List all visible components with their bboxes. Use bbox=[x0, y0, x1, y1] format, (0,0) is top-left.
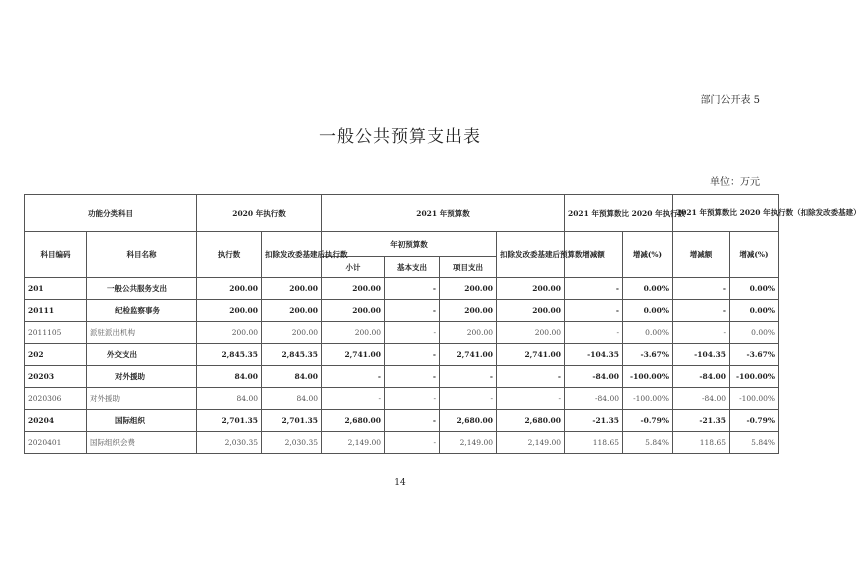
header-change-amount-2: 增减额 bbox=[673, 232, 730, 278]
cell-change-pct-2: 5.84% bbox=[730, 432, 779, 454]
cell-change-amount-2: - bbox=[673, 300, 730, 322]
header-exec-excl: 扣除发改委基建后执行数 bbox=[262, 232, 322, 278]
cell-exec-excl: 2,845.35 bbox=[262, 344, 322, 366]
cell-exec-excl: 200.00 bbox=[262, 300, 322, 322]
cell-code: 2020401 bbox=[25, 432, 87, 454]
cell-name: 对外援助 bbox=[87, 388, 197, 410]
cell-project: 2,680.00 bbox=[440, 410, 497, 432]
header-project: 项目支出 bbox=[440, 257, 497, 278]
cell-subtotal: 2,149.00 bbox=[322, 432, 385, 454]
header-compare: 2021 年预算数比 2020 年执行数 bbox=[565, 195, 673, 232]
header-change-amount-1: 增减额 bbox=[565, 232, 623, 278]
cell-basic: - bbox=[385, 300, 440, 322]
header-func-class: 功能分类科目 bbox=[25, 195, 197, 232]
cell-name: 派驻派出机构 bbox=[87, 322, 197, 344]
cell-project: 2,741.00 bbox=[440, 344, 497, 366]
cell-project: - bbox=[440, 388, 497, 410]
cell-change-amount-1: 118.65 bbox=[565, 432, 623, 454]
header-exec: 执行数 bbox=[197, 232, 262, 278]
cell-basic: - bbox=[385, 278, 440, 300]
cell-exec-excl: 2,030.35 bbox=[262, 432, 322, 454]
cell-change-amount-2: -84.00 bbox=[673, 388, 730, 410]
cell-code: 201 bbox=[25, 278, 87, 300]
cell-change-pct-2: -3.67% bbox=[730, 344, 779, 366]
header-exec-2020: 2020 年执行数 bbox=[197, 195, 322, 232]
cell-exec: 84.00 bbox=[197, 388, 262, 410]
cell-project: 200.00 bbox=[440, 278, 497, 300]
cell-change-pct-2: -100.00% bbox=[730, 366, 779, 388]
cell-exec: 2,845.35 bbox=[197, 344, 262, 366]
cell-basic: - bbox=[385, 344, 440, 366]
table-row bbox=[25, 366, 779, 388]
table-row bbox=[25, 300, 779, 322]
cell-change-amount-2: - bbox=[673, 278, 730, 300]
cell-change-amount-2: -84.00 bbox=[673, 366, 730, 388]
cell-change-amount-1: -84.00 bbox=[565, 388, 623, 410]
table-row bbox=[25, 278, 779, 300]
cell-change-pct-1: -0.79% bbox=[623, 410, 673, 432]
cell-subtotal: 2,741.00 bbox=[322, 344, 385, 366]
cell-change-pct-2: 0.00% bbox=[730, 300, 779, 322]
cell-code: 2020306 bbox=[25, 388, 87, 410]
cell-exec: 200.00 bbox=[197, 322, 262, 344]
page-label: 部门公开表 5 bbox=[700, 95, 760, 106]
cell-exec-excl: 2,701.35 bbox=[262, 410, 322, 432]
cell-change-amount-1: -104.35 bbox=[565, 344, 623, 366]
cell-exec-excl: 84.00 bbox=[262, 366, 322, 388]
cell-name: 国际组织 bbox=[87, 410, 197, 432]
cell-change-amount-2: -21.35 bbox=[673, 410, 730, 432]
cell-budget-excl: 200.00 bbox=[497, 322, 565, 344]
cell-exec: 2,030.35 bbox=[197, 432, 262, 454]
budget-table bbox=[24, 194, 861, 454]
cell-project: 200.00 bbox=[440, 322, 497, 344]
unit-label: 单位：万元 bbox=[710, 177, 760, 188]
table-row bbox=[25, 344, 779, 366]
cell-change-amount-2: -104.35 bbox=[673, 344, 730, 366]
cell-name: 国际组织会费 bbox=[87, 432, 197, 454]
header-subtotal: 小计 bbox=[322, 257, 385, 278]
table-row bbox=[25, 322, 779, 344]
cell-code: 2011105 bbox=[25, 322, 87, 344]
cell-code: 20111 bbox=[25, 300, 87, 322]
page-title: 一般公共预算支出表 bbox=[319, 127, 481, 147]
cell-basic: - bbox=[385, 432, 440, 454]
cell-change-amount-1: - bbox=[565, 322, 623, 344]
header-code: 科目编码 bbox=[25, 232, 87, 278]
cell-budget-excl: 2,741.00 bbox=[497, 344, 565, 366]
cell-exec-excl: 200.00 bbox=[262, 322, 322, 344]
cell-change-pct-2: 0.00% bbox=[730, 278, 779, 300]
cell-project: - bbox=[440, 366, 497, 388]
cell-change-pct-1: -100.00% bbox=[623, 366, 673, 388]
cell-change-pct-1: 0.00% bbox=[623, 300, 673, 322]
cell-name: 对外援助 bbox=[87, 366, 197, 388]
cell-basic: - bbox=[385, 388, 440, 410]
cell-exec-excl: 200.00 bbox=[262, 278, 322, 300]
cell-subtotal: 2,680.00 bbox=[322, 410, 385, 432]
cell-code: 20203 bbox=[25, 366, 87, 388]
cell-change-pct-1: 0.00% bbox=[623, 278, 673, 300]
header-row-1 bbox=[25, 195, 779, 232]
header-budget-2021: 2021 年预算数 bbox=[322, 195, 565, 232]
table-row bbox=[25, 432, 779, 454]
cell-budget-excl: 200.00 bbox=[497, 278, 565, 300]
cell-name: 纪检监察事务 bbox=[87, 300, 197, 322]
table-row bbox=[25, 410, 779, 432]
cell-change-pct-2: -100.00% bbox=[730, 388, 779, 410]
cell-basic: - bbox=[385, 322, 440, 344]
cell-change-amount-2: - bbox=[673, 322, 730, 344]
cell-change-pct-2: -0.79% bbox=[730, 410, 779, 432]
cell-change-pct-1: -100.00% bbox=[623, 388, 673, 410]
cell-project: 200.00 bbox=[440, 300, 497, 322]
cell-budget-excl: 2,149.00 bbox=[497, 432, 565, 454]
cell-change-pct-1: -3.67% bbox=[623, 344, 673, 366]
cell-subtotal: - bbox=[322, 366, 385, 388]
header-change-pct-1: 增减(%) bbox=[623, 232, 673, 278]
cell-code: 202 bbox=[25, 344, 87, 366]
header-name: 科目名称 bbox=[87, 232, 197, 278]
cell-project: 2,149.00 bbox=[440, 432, 497, 454]
cell-change-amount-1: -84.00 bbox=[565, 366, 623, 388]
cell-basic: - bbox=[385, 410, 440, 432]
cell-change-pct-2: 0.00% bbox=[730, 322, 779, 344]
cell-name: 一般公共服务支出 bbox=[87, 278, 197, 300]
cell-exec: 2,701.35 bbox=[197, 410, 262, 432]
header-row-2 bbox=[25, 232, 779, 257]
header-compare-excl: 2021 年预算数比 2020 年执行数（扣除发改委基建） bbox=[673, 195, 779, 232]
header-initial-budget: 年初预算数 bbox=[322, 232, 497, 257]
cell-change-amount-1: -21.35 bbox=[565, 410, 623, 432]
header-basic: 基本支出 bbox=[385, 257, 440, 278]
header-budget-excl: 扣除发改委基建后预算数 bbox=[497, 232, 565, 278]
cell-subtotal: 200.00 bbox=[322, 300, 385, 322]
cell-budget-excl: - bbox=[497, 366, 565, 388]
cell-budget-excl: 2,680.00 bbox=[497, 410, 565, 432]
cell-subtotal: 200.00 bbox=[322, 322, 385, 344]
cell-exec: 84.00 bbox=[197, 366, 262, 388]
cell-change-amount-2: 118.65 bbox=[673, 432, 730, 454]
cell-exec: 200.00 bbox=[197, 300, 262, 322]
cell-change-pct-1: 5.84% bbox=[623, 432, 673, 454]
cell-change-amount-1: - bbox=[565, 300, 623, 322]
cell-code: 20204 bbox=[25, 410, 87, 432]
page-number: 14 bbox=[394, 478, 406, 488]
cell-subtotal: - bbox=[322, 388, 385, 410]
cell-budget-excl: 200.00 bbox=[497, 300, 565, 322]
cell-basic: - bbox=[385, 366, 440, 388]
cell-name: 外交支出 bbox=[87, 344, 197, 366]
table-row bbox=[25, 388, 779, 410]
cell-exec: 200.00 bbox=[197, 278, 262, 300]
cell-exec-excl: 84.00 bbox=[262, 388, 322, 410]
cell-change-amount-1: - bbox=[565, 278, 623, 300]
cell-change-pct-1: 0.00% bbox=[623, 322, 673, 344]
header-change-pct-2: 增减(%) bbox=[730, 232, 779, 278]
cell-budget-excl: - bbox=[497, 388, 565, 410]
cell-subtotal: 200.00 bbox=[322, 278, 385, 300]
